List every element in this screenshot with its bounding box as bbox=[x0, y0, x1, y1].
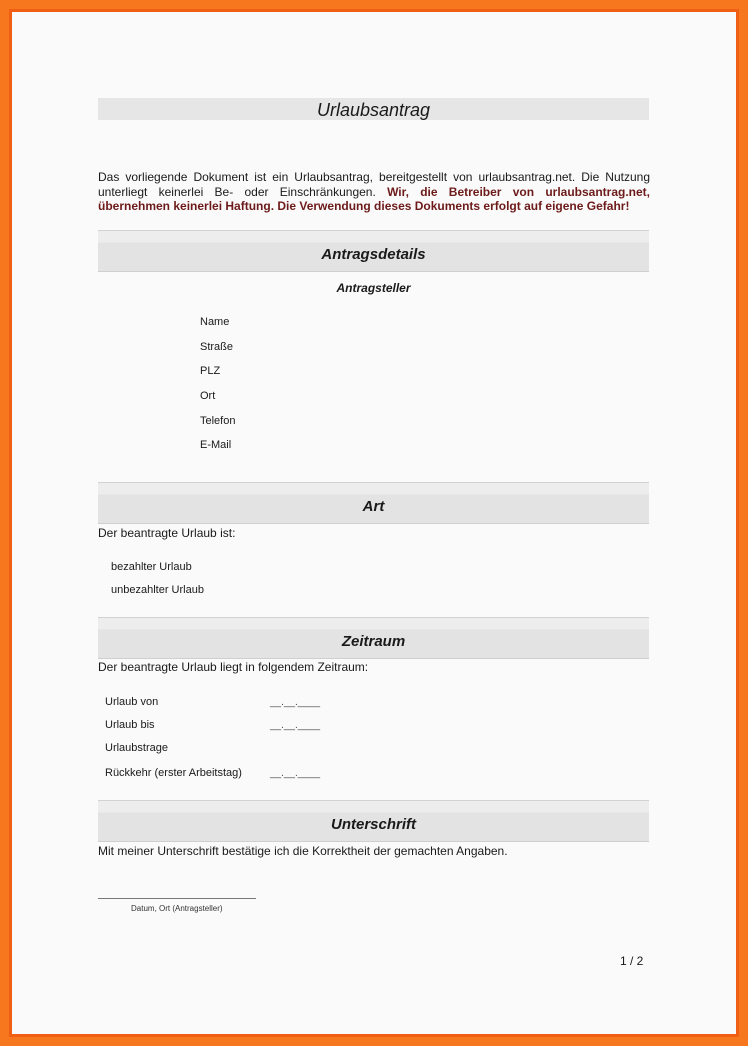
section-unterschrift-heading: Unterschrift bbox=[98, 800, 649, 842]
art-text: Der beantragte Urlaub ist: bbox=[98, 526, 236, 540]
document-title: Urlaubsantrag bbox=[98, 98, 649, 120]
section-zeitraum-heading: Zeitraum bbox=[98, 617, 649, 659]
antragsteller-subheading: Antragsteller bbox=[336, 281, 411, 295]
field-label-ort: Ort bbox=[200, 390, 216, 402]
date-placeholder-bis: __.__.____ bbox=[270, 720, 321, 731]
zeitraum-text: Der beantragte Urlaub liegt in folgendem Zeitraum: bbox=[98, 660, 369, 674]
signature-line bbox=[98, 898, 256, 899]
section-art-heading: Art bbox=[98, 482, 649, 524]
option-unbezahlter-urlaub: unbezahlter Urlaub bbox=[111, 584, 204, 596]
intro-text: Das vorliegende Dokument ist ein Urlaubsantrag, bereitgestellt von urlaubsantrag.net. Die Nutzung unterliegt keinerlei Be- oder Einschränkungen. bbox=[98, 170, 650, 199]
section-antragsdetails-heading: Antragsdetails bbox=[98, 230, 649, 272]
row-label-urlaub-von: Urlaub von bbox=[105, 696, 159, 708]
unterschrift-text: Mit meiner Unterschrift bestätige ich die Korrektheit der gemachten Angaben. bbox=[98, 844, 508, 858]
field-label-plz: PLZ bbox=[200, 365, 221, 377]
row-label-rueckkehr: Rückkehr (erster Arbeitstag) bbox=[105, 767, 242, 779]
field-label-telefon: Telefon bbox=[200, 415, 236, 427]
intro-paragraph bbox=[98, 170, 650, 214]
date-placeholder-rueckkehr: __.__.____ bbox=[270, 768, 321, 779]
option-bezahlter-urlaub: bezahlter Urlaub bbox=[111, 561, 192, 573]
field-label-email: E-Mail bbox=[200, 439, 232, 451]
row-label-urlaubstage: Urlaubstrage bbox=[105, 742, 168, 754]
date-placeholder-von: __.__.____ bbox=[270, 697, 321, 708]
field-label-strasse: Straße bbox=[200, 341, 234, 353]
signature-caption: Datum, Ort (Antragsteller) bbox=[131, 904, 223, 913]
row-label-urlaub-bis: Urlaub bis bbox=[105, 719, 155, 731]
field-label-name: Name bbox=[200, 316, 230, 328]
page-number: 1 / 2 bbox=[620, 954, 644, 968]
intro-warning: Wir, die Betreiber von urlaubsantrag.net, übernehmen keinerlei Haftung. Die Verwendung dieses Dokuments erfolgt auf eigene Gefahr! bbox=[98, 184, 650, 213]
